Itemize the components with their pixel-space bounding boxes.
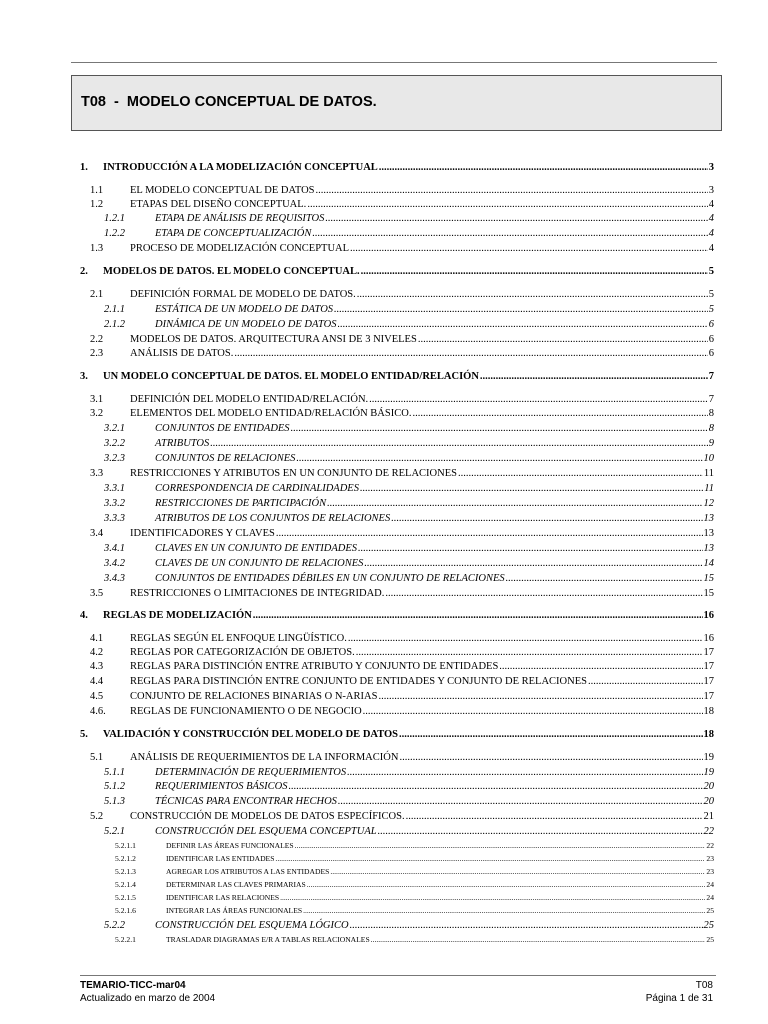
page-title: T08 - MODELO CONCEPTUAL DE DATOS. bbox=[81, 94, 377, 110]
footer-topic-code: T08 bbox=[695, 980, 713, 991]
toc-entry-title: RESTRICCIONES O LIMITACIONES DE INTEGRIDAD. bbox=[130, 588, 385, 599]
toc-entry-number: 4.6. bbox=[90, 706, 106, 717]
toc-entry-level-2[interactable] bbox=[90, 392, 714, 405]
toc-entry-number: 3.2 bbox=[90, 408, 104, 419]
toc-entry-title: DETERMINACIÓN DE REQUERIMIENTOS bbox=[155, 767, 347, 778]
toc-entry-title: CONSTRUCCIÓN DEL ESQUEMA CONCEPTUAL bbox=[155, 826, 377, 837]
toc-dot-leader bbox=[379, 162, 708, 173]
toc-entry-level-3[interactable] bbox=[104, 317, 714, 330]
toc-entry-page-number: 4 bbox=[708, 213, 714, 224]
toc-entry-title: CLAVES EN UN CONJUNTO DE ENTIDADES bbox=[155, 543, 358, 554]
toc-entry-level-2[interactable] bbox=[90, 631, 714, 644]
toc-entry-level-4[interactable] bbox=[115, 892, 714, 902]
toc-entry-title: CLAVES DE UN CONJUNTO DE RELACIONES bbox=[155, 558, 364, 569]
toc-entry-page-number: 4 bbox=[708, 228, 714, 239]
toc-entry-level-3[interactable] bbox=[104, 511, 714, 524]
toc-entry-page-number: 22 bbox=[703, 826, 714, 837]
toc-entry-title: MODELOS DE DATOS. ARQUITECTURA ANSI DE 3 NIVELES bbox=[130, 334, 417, 345]
toc-dot-leader bbox=[348, 633, 703, 644]
toc-entry-title: REGLAS POR CATEGORIZACIÓN DE OBJETOS. bbox=[130, 647, 355, 658]
toc-entry-page-number: 16 bbox=[703, 610, 714, 621]
toc-entry-title: DETERMINAR LAS CLAVES PRIMARIAS bbox=[166, 880, 306, 889]
toc-entry-number: 5.2.2 bbox=[104, 920, 125, 931]
toc-entry-page-number: 11 bbox=[704, 483, 714, 494]
toc-dot-leader bbox=[276, 528, 703, 539]
toc-entry-page-number: 17 bbox=[703, 661, 714, 672]
toc-entry-level-4[interactable] bbox=[115, 879, 714, 889]
toc-dot-leader bbox=[458, 468, 703, 479]
toc-entry-number: 5.1 bbox=[90, 752, 104, 763]
toc-entry-page-number: 16 bbox=[703, 633, 714, 644]
toc-entry-level-3[interactable] bbox=[104, 556, 714, 569]
toc-entry-title: DEFINICIÓN DEL MODELO ENTIDAD/RELACIÓN. bbox=[130, 394, 369, 405]
toc-entry-number: 3.3.3 bbox=[104, 513, 125, 524]
toc-entry-number: 4.2 bbox=[90, 647, 104, 658]
toc-entry-number: 3.1 bbox=[90, 394, 104, 405]
toc-entry-title: TRASLADAR DIAGRAMAS E/R A TABLAS RELACIONALES bbox=[166, 935, 370, 944]
toc-entry-level-2[interactable] bbox=[90, 750, 714, 763]
toc-entry-level-2[interactable] bbox=[90, 659, 714, 672]
toc-entry-page-number: 13 bbox=[703, 528, 714, 539]
toc-entry-title: IDENTIFICAR LAS RELACIONES bbox=[166, 893, 280, 902]
toc-entry-page-number: 19 bbox=[703, 767, 714, 778]
toc-entry-number: 2.1.2 bbox=[104, 319, 125, 330]
footer-page-info: Página 1 de 31 bbox=[645, 993, 713, 1004]
toc-entry-level-2[interactable] bbox=[90, 689, 714, 702]
toc-entry-level-4[interactable] bbox=[115, 866, 714, 876]
toc-dot-leader bbox=[210, 438, 707, 449]
toc-entry-page-number: 17 bbox=[703, 691, 714, 702]
toc-entry-page-number: 14 bbox=[703, 558, 714, 569]
toc-dot-leader bbox=[350, 920, 703, 931]
toc-entry-title: REGLAS PARA DISTINCIÓN ENTRE ATRIBUTO Y CONJUNTO DE ENTIDADES bbox=[130, 661, 499, 672]
toc-entry-page-number: 17 bbox=[703, 647, 714, 658]
toc-dot-leader bbox=[325, 213, 707, 224]
toc-entry-title: INTRODUCCIÓN A LA MODELIZACIÓN CONCEPTUAL bbox=[103, 162, 378, 173]
toc-entry-title: PROCESO DE MODELIZACIÓN CONCEPTUAL bbox=[130, 243, 350, 254]
toc-dot-leader bbox=[296, 453, 702, 464]
toc-entry-page-number: 24 bbox=[706, 893, 714, 902]
toc-entry-number: 2.3 bbox=[90, 348, 104, 359]
toc-dot-leader bbox=[385, 588, 702, 599]
toc-entry-page-number: 7 bbox=[708, 394, 714, 405]
toc-entry-number: 5.2.1.2 bbox=[115, 854, 136, 863]
toc-entry-title: CONJUNTOS DE RELACIONES bbox=[155, 453, 296, 464]
toc-entry-page-number: 7 bbox=[708, 371, 714, 382]
toc-entry-title: IDENTIFICADORES Y CLAVES bbox=[130, 528, 275, 539]
toc-entry-title: REGLAS DE FUNCIONAMIENTO O DE NEGOCIO bbox=[130, 706, 362, 717]
toc-entry-number: 4.5 bbox=[90, 691, 104, 702]
toc-entry-level-3[interactable] bbox=[104, 226, 714, 239]
toc-entry-title: EL MODELO CONCEPTUAL DE DATOS bbox=[130, 185, 315, 196]
toc-entry-level-2[interactable] bbox=[90, 466, 714, 479]
toc-entry-level-3[interactable] bbox=[104, 541, 714, 554]
toc-dot-leader bbox=[347, 767, 702, 778]
toc-entry-page-number: 5 bbox=[708, 289, 714, 300]
toc-entry-level-1[interactable] bbox=[80, 264, 714, 277]
toc-dot-leader bbox=[588, 676, 703, 687]
toc-dot-leader bbox=[406, 811, 703, 822]
toc-entry-level-3[interactable] bbox=[104, 571, 714, 584]
toc-dot-leader bbox=[253, 610, 703, 621]
toc-entry-level-4[interactable] bbox=[115, 934, 714, 944]
toc-entry-number: 3.4.3 bbox=[104, 573, 125, 584]
toc-entry-number: 5.2.1.3 bbox=[115, 867, 136, 876]
toc-entry-number: 4.1 bbox=[90, 633, 104, 644]
toc-entry-title: IDENTIFICAR LAS ENTIDADES bbox=[166, 854, 275, 863]
toc-entry-title: REQUERIMIENTOS BÁSICOS bbox=[155, 781, 288, 792]
toc-entry-page-number: 6 bbox=[708, 319, 714, 330]
toc-entry-page-number: 6 bbox=[708, 348, 714, 359]
toc-dot-leader bbox=[275, 854, 705, 863]
toc-entry-level-2[interactable] bbox=[90, 332, 714, 345]
toc-entry-number: 3.4.1 bbox=[104, 543, 125, 554]
toc-entry-level-3[interactable] bbox=[104, 918, 714, 931]
toc-entry-number: 3.4 bbox=[90, 528, 104, 539]
toc-entry-page-number: 3 bbox=[708, 185, 714, 196]
toc-entry-number: 1. bbox=[80, 162, 88, 173]
toc-entry-title: ANÁLISIS DE REQUERIMIENTOS DE LA INFORMACIÓN bbox=[130, 752, 399, 763]
toc-entry-number: 3.4.2 bbox=[104, 558, 125, 569]
toc-entry-level-1[interactable] bbox=[80, 369, 714, 382]
toc-entry-number: 3.3.1 bbox=[104, 483, 125, 494]
footer-doc-id: TEMARIO-TICC-mar04 bbox=[80, 980, 186, 991]
toc-entry-number: 1.2.1 bbox=[104, 213, 125, 224]
toc-entry-title: UN MODELO CONCEPTUAL DE DATOS. EL MODELO ENTIDAD/RELACIÓN bbox=[103, 371, 479, 382]
toc-dot-leader bbox=[338, 319, 708, 330]
toc-entry-level-3[interactable] bbox=[104, 302, 714, 315]
toc-entry-level-3[interactable] bbox=[104, 779, 714, 792]
footer-rule bbox=[80, 975, 716, 976]
toc-dot-leader bbox=[357, 289, 708, 300]
toc-entry-title: ELEMENTOS DEL MODELO ENTIDAD/RELACIÓN BÁSICO. bbox=[130, 408, 412, 419]
toc-entry-title: ESTÁTICA DE UN MODELO DE DATOS bbox=[155, 304, 334, 315]
toc-entry-title: CONJUNTOS DE ENTIDADES bbox=[155, 423, 290, 434]
toc-entry-page-number: 10 bbox=[703, 453, 714, 464]
toc-entry-number: 4. bbox=[80, 610, 88, 621]
toc-entry-title: ATRIBUTOS bbox=[155, 438, 210, 449]
toc-entry-title: REGLAS SEGÚN EL ENFOQUE LINGÜÍSTICO. bbox=[130, 633, 347, 644]
toc-entry-number: 3.5 bbox=[90, 588, 104, 599]
toc-entry-number: 4.3 bbox=[90, 661, 104, 672]
toc-entry-level-3[interactable] bbox=[104, 481, 714, 494]
toc-entry-level-1[interactable] bbox=[80, 160, 714, 173]
toc-entry-number: 1.2.2 bbox=[104, 228, 125, 239]
toc-entry-page-number: 19 bbox=[703, 752, 714, 763]
toc-entry-page-number: 8 bbox=[708, 423, 714, 434]
toc-entry-title: MODELOS DE DATOS. EL MODELO CONCEPTUAL. bbox=[103, 266, 360, 277]
toc-entry-level-3[interactable] bbox=[104, 421, 714, 434]
toc-entry-title: REGLAS PARA DISTINCIÓN ENTRE CONJUNTO DE ENTIDADES Y CONJUNTO DE RELACIONES bbox=[130, 676, 587, 687]
toc-entry-number: 5.1.3 bbox=[104, 796, 125, 807]
toc-entry-page-number: 12 bbox=[703, 498, 714, 509]
toc-dot-leader bbox=[289, 781, 703, 792]
toc-dot-leader bbox=[378, 691, 702, 702]
toc-dot-leader bbox=[350, 243, 708, 254]
toc-entry-page-number: 6 bbox=[708, 334, 714, 345]
toc-entry-page-number: 9 bbox=[708, 438, 714, 449]
toc-dot-leader bbox=[334, 304, 708, 315]
toc-entry-title: RESTRICCIONES Y ATRIBUTOS EN UN CONJUNTO DE RELACIONES bbox=[130, 468, 457, 479]
toc-entry-level-3[interactable] bbox=[104, 451, 714, 464]
toc-entry-title: CONSTRUCCIÓN DEL ESQUEMA LÓGICO bbox=[155, 920, 349, 931]
toc-dot-leader bbox=[363, 706, 703, 717]
toc-entry-number: 5.2.2.1 bbox=[115, 935, 136, 944]
toc-entry-level-2[interactable] bbox=[90, 406, 714, 419]
toc-dot-leader bbox=[303, 906, 705, 915]
toc-dot-leader bbox=[307, 199, 707, 210]
toc-entry-title: CONSTRUCCIÓN DE MODELOS DE DATOS ESPECÍFICOS. bbox=[130, 811, 405, 822]
toc-entry-title: DEFINICIÓN FORMAL DE MODELO DE DATOS. bbox=[130, 289, 356, 300]
toc-entry-level-3[interactable] bbox=[104, 794, 714, 807]
toc-entry-level-2[interactable] bbox=[90, 586, 714, 599]
toc-entry-title: ETAPA DE ANÁLISIS DE REQUISITOS bbox=[155, 213, 325, 224]
toc-dot-leader bbox=[295, 841, 706, 850]
toc-entry-level-3[interactable] bbox=[104, 765, 714, 778]
toc-entry-number: 5. bbox=[80, 729, 88, 740]
toc-entry-title: DINÁMICA DE UN MODELO DE DATOS bbox=[155, 319, 337, 330]
toc-entry-number: 5.2.1.1 bbox=[115, 841, 136, 850]
toc-entry-page-number: 5 bbox=[708, 304, 714, 315]
toc-entry-number: 5.1.2 bbox=[104, 781, 125, 792]
toc-entry-number: 5.2.1 bbox=[104, 826, 125, 837]
toc-dot-leader bbox=[371, 935, 706, 944]
toc-entry-page-number: 4 bbox=[708, 243, 714, 254]
toc-entry-title: ATRIBUTOS DE LOS CONJUNTOS DE RELACIONES bbox=[155, 513, 391, 524]
toc-entry-title: TÉCNICAS PARA ENCONTRAR HECHOS bbox=[155, 796, 337, 807]
toc-entry-title: INTEGRAR LAS ÁREAS FUNCIONALES bbox=[166, 906, 303, 915]
toc-entry-title: AGREGAR LOS ATRIBUTOS A LAS ENTIDADES bbox=[166, 867, 330, 876]
toc-entry-level-3[interactable] bbox=[104, 496, 714, 509]
toc-entry-number: 5.2 bbox=[90, 811, 104, 822]
toc-entry-level-2[interactable] bbox=[90, 674, 714, 687]
toc-entry-title: ETAPA DE CONCEPTUALIZACIÓN bbox=[155, 228, 312, 239]
toc-entry-level-2[interactable] bbox=[90, 704, 714, 717]
toc-entry-level-2[interactable] bbox=[90, 287, 714, 300]
toc-entry-page-number: 13 bbox=[703, 543, 714, 554]
toc-entry-page-number: 20 bbox=[703, 781, 714, 792]
toc-entry-number: 3. bbox=[80, 371, 88, 382]
toc-entry-number: 3.3 bbox=[90, 468, 104, 479]
toc-dot-leader bbox=[412, 408, 707, 419]
toc-entry-page-number: 5 bbox=[708, 266, 714, 277]
toc-entry-title: ETAPAS DEL DISEÑO CONCEPTUAL. bbox=[130, 199, 307, 210]
toc-dot-leader bbox=[356, 647, 703, 658]
toc-entry-title: DEFINIR LAS ÁREAS FUNCIONALES bbox=[166, 841, 294, 850]
toc-entry-number: 2. bbox=[80, 266, 88, 277]
toc-entry-page-number: 25 bbox=[706, 906, 714, 915]
toc-entry-level-1[interactable] bbox=[80, 727, 714, 740]
toc-entry-level-2[interactable] bbox=[90, 241, 714, 254]
toc-entry-page-number: 8 bbox=[708, 408, 714, 419]
toc-entry-level-1[interactable] bbox=[80, 608, 714, 621]
toc-entry-page-number: 24 bbox=[706, 880, 714, 889]
toc-dot-leader bbox=[330, 867, 705, 876]
toc-entry-level-4[interactable] bbox=[115, 840, 714, 850]
toc-dot-leader bbox=[506, 573, 703, 584]
toc-dot-leader bbox=[316, 185, 708, 196]
toc-entry-number: 5.2.1.4 bbox=[115, 880, 136, 889]
toc-entry-page-number: 25 bbox=[703, 920, 714, 931]
toc-entry-page-number: 17 bbox=[703, 676, 714, 687]
toc-entry-page-number: 21 bbox=[703, 811, 714, 822]
toc-entry-number: 1.2 bbox=[90, 199, 104, 210]
toc-entry-level-3[interactable] bbox=[104, 436, 714, 449]
toc-entry-number: 1.3 bbox=[90, 243, 104, 254]
toc-entry-level-3[interactable] bbox=[104, 824, 714, 837]
toc-entry-page-number: 18 bbox=[703, 729, 714, 740]
toc-dot-leader bbox=[360, 483, 703, 494]
toc-entry-page-number: 22 bbox=[706, 841, 714, 850]
toc-entry-page-number: 18 bbox=[703, 706, 714, 717]
toc-entry-title: CONJUNTOS DE ENTIDADES DÉBILES EN UN CONJUNTO DE RELACIONES bbox=[155, 573, 505, 584]
toc-entry-number: 3.2.1 bbox=[104, 423, 125, 434]
toc-entry-number: 2.1 bbox=[90, 289, 104, 300]
toc-entry-page-number: 3 bbox=[708, 162, 714, 173]
toc-entry-page-number: 15 bbox=[703, 573, 714, 584]
toc-entry-level-2[interactable] bbox=[90, 183, 714, 196]
toc-entry-page-number: 15 bbox=[703, 588, 714, 599]
toc-entry-number: 2.1.1 bbox=[104, 304, 125, 315]
footer-updated: Actualizado en marzo de 2004 bbox=[80, 993, 216, 1004]
toc-dot-leader bbox=[307, 880, 706, 889]
toc-dot-leader bbox=[364, 558, 702, 569]
toc-entry-number: 2.2 bbox=[90, 334, 104, 345]
toc-dot-leader bbox=[358, 543, 702, 554]
toc-entry-number: 4.4 bbox=[90, 676, 104, 687]
toc-entry-level-2[interactable] bbox=[90, 526, 714, 539]
toc-entry-title: ANÁLISIS DE DATOS. bbox=[130, 348, 234, 359]
toc-entry-number: 5.1.1 bbox=[104, 767, 125, 778]
toc-entry-level-2[interactable] bbox=[90, 197, 714, 210]
toc-entry-number: 3.3.2 bbox=[104, 498, 125, 509]
toc-entry-number: 3.2.2 bbox=[104, 438, 125, 449]
toc-dot-leader bbox=[499, 661, 702, 672]
toc-entry-level-2[interactable] bbox=[90, 346, 714, 359]
toc-entry-level-3[interactable] bbox=[104, 211, 714, 224]
toc-dot-leader bbox=[399, 729, 702, 740]
toc-entry-title: CORRESPONDENCIA DE CARDINALIDADES bbox=[155, 483, 359, 494]
toc-dot-leader bbox=[378, 826, 703, 837]
toc-entry-page-number: 25 bbox=[706, 935, 714, 944]
toc-dot-leader bbox=[327, 498, 702, 509]
toc-entry-level-4[interactable] bbox=[115, 853, 714, 863]
toc-dot-leader bbox=[361, 266, 708, 277]
toc-dot-leader bbox=[312, 228, 707, 239]
toc-dot-leader bbox=[338, 796, 703, 807]
toc-entry-number: 1.1 bbox=[90, 185, 104, 196]
toc-entry-level-2[interactable] bbox=[90, 809, 714, 822]
toc-entry-level-4[interactable] bbox=[115, 905, 714, 915]
toc-dot-leader bbox=[391, 513, 702, 524]
toc-entry-number: 5.2.1.5 bbox=[115, 893, 136, 902]
toc-entry-number: 5.2.1.6 bbox=[115, 906, 136, 915]
toc-entry-number: 3.2.3 bbox=[104, 453, 125, 464]
toc-entry-page-number: 23 bbox=[706, 854, 714, 863]
toc-entry-page-number: 11 bbox=[703, 468, 714, 479]
toc-entry-page-number: 20 bbox=[703, 796, 714, 807]
toc-dot-leader bbox=[418, 334, 708, 345]
toc-dot-leader bbox=[234, 348, 707, 359]
toc-dot-leader bbox=[369, 394, 708, 405]
toc-entry-page-number: 23 bbox=[706, 867, 714, 876]
toc-dot-leader bbox=[480, 371, 708, 382]
toc-dot-leader bbox=[280, 893, 705, 902]
toc-dot-leader bbox=[399, 752, 702, 763]
toc-entry-title: CONJUNTO DE RELACIONES BINARIAS O N-ARIAS bbox=[130, 691, 378, 702]
toc-entry-title: VALIDACIÓN Y CONSTRUCCIÓN DEL MODELO DE DATOS bbox=[103, 729, 399, 740]
toc-entry-page-number: 4 bbox=[708, 199, 714, 210]
toc-dot-leader bbox=[291, 423, 708, 434]
toc-entry-page-number: 13 bbox=[703, 513, 714, 524]
toc-entry-level-2[interactable] bbox=[90, 645, 714, 658]
toc-entry-title: REGLAS DE MODELIZACIÓN bbox=[103, 610, 252, 621]
toc-entry-title: RESTRICCIONES DE PARTICIPACIÓN bbox=[155, 498, 327, 509]
